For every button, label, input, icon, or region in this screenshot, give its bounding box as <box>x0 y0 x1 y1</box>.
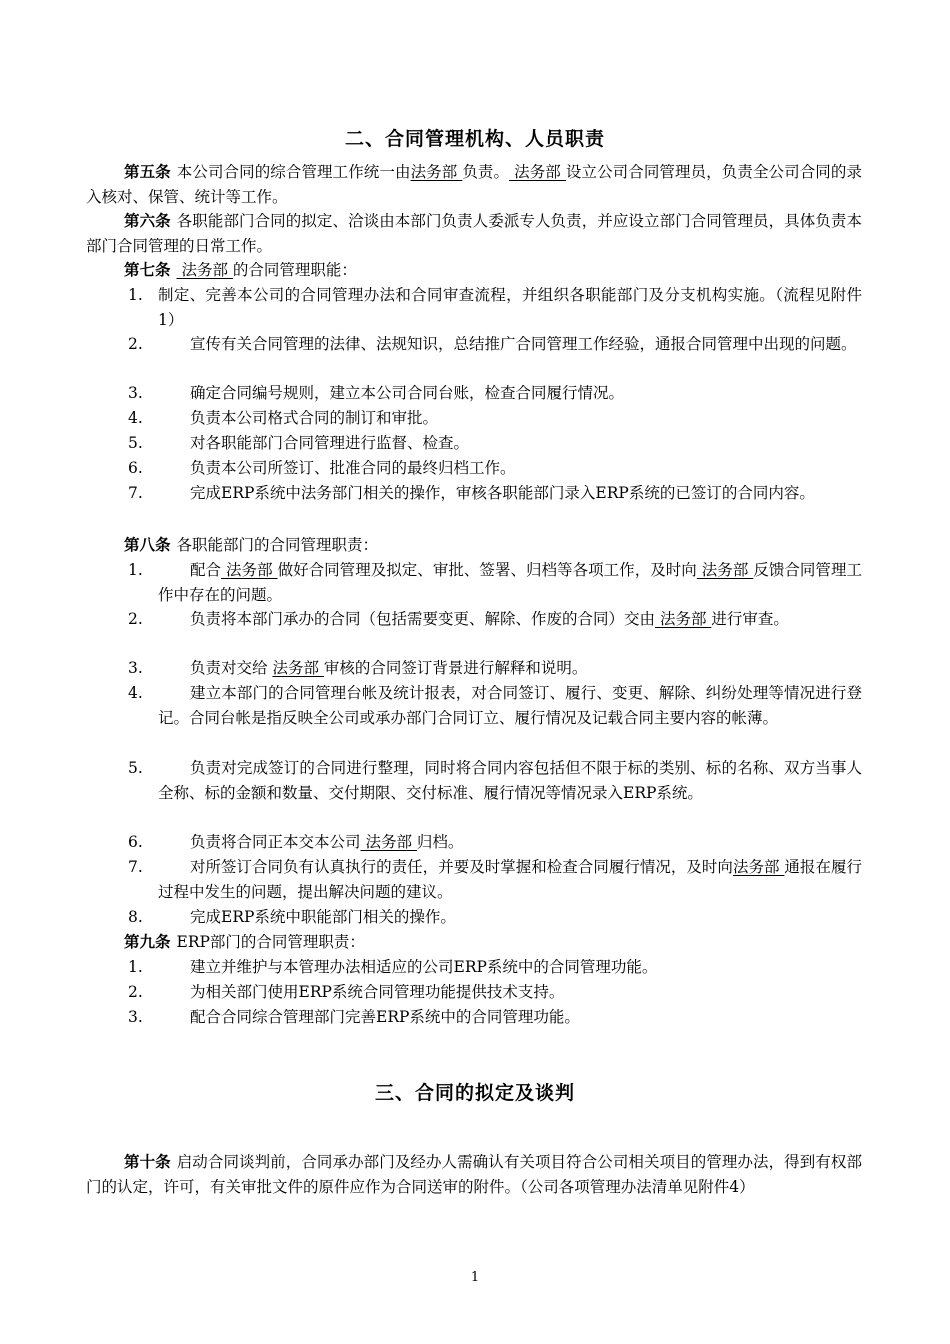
list-item: 8. 完成ERP系统中职能部门相关的操作。 <box>128 908 456 926</box>
article-7: 第七条 法务部 的合同管理职能： <box>124 261 357 279</box>
page-number: 1 <box>470 1270 480 1285</box>
list-item: 1. 建立并维护与本管理办法相适应的公司ERP系统中的合同管理功能。 <box>128 958 658 976</box>
list-item: 2. 负责将本部门承办的合同（包括需要变更、解除、作废的合同）交由 法务部 进行审查。 <box>128 610 789 628</box>
article-label: 第九条 <box>124 933 171 951</box>
article-label: 第六条 <box>124 212 171 230</box>
section-title: 三、合同的拟定及谈判 <box>374 1082 575 1104</box>
section-title: 二、合同管理机构、人员职责 <box>344 128 605 150</box>
list-item: 5. 负责对完成签订的合同进行整理，同时将合同内容包括但不限于标的类别、标的名称、双方当事人全称、标的金额和数量、交付期限、交付标准、履行情况等情况录入ERP系统。 <box>128 759 862 802</box>
article-9: 第九条 ERP部门的合同管理职责： <box>124 933 365 951</box>
article-5: 第五条 本公司合同的综合管理工作统一由法务部 负责。 法务部 设立公司合同管理员，负责全公司合同的录入核对、保管、统计等工作。 <box>86 163 862 206</box>
list-item: 2. 为相关部门使用ERP系统合同管理功能提供技术支持。 <box>128 983 565 1001</box>
article-label: 第八条 <box>124 536 171 554</box>
article-10: 第十条 启动合同谈判前，合同承办部门及经办人需确认有关项目符合公司相关项目的管理办法，得到有权部门的认定，许可，有关审批文件的原件应作为合同送审的附件。（公司各项管理办法清单见附件4） <box>86 1153 862 1196</box>
list-item: 6. 负责本公司所签订、批准合同的最终归档工作。 <box>128 459 516 477</box>
article-label: 第七条 <box>124 261 171 279</box>
article-label: 第十条 <box>124 1153 171 1171</box>
list-item: 4. 建立本部门的合同管理台帐及统计报表，对合同签订、履行、变更、解除、纠纷处理等情况进行登记。合同台帐是指反映全公司或承办部门合同订立、履行情况及记载合同主要内容的帐薄。 <box>128 684 862 727</box>
article-6: 第六条 各职能部门合同的拟定、洽谈由本部门负责人委派专人负责，并应设立部门合同管理员，具体负责本部门合同管理的日常工作。 <box>86 212 862 255</box>
list-item: 2. 宣传有关合同管理的法律、法规知识，总结推广合同管理工作经验，通报合同管理中出现的问题。 <box>128 335 857 353</box>
list-item: 1. 配合 法务部 做好合同管理及拟定、审批、签署、归档等各项工作，及时向 法务部 反馈合同管理工作中存在的问题。 <box>128 561 862 604</box>
list-item: 3. 配合合同综合管理部门完善ERP系统中的合同管理功能。 <box>128 1008 580 1026</box>
list-item: 3. 负责对交给 法务部 审核的合同签订背景进行解释和说明。 <box>128 659 588 677</box>
article-label: 第五条 <box>124 163 171 181</box>
article-8: 第八条 各职能部门的合同管理职责： <box>124 536 379 554</box>
list-item: 5. 对各职能部门合同管理进行监督、检查。 <box>128 434 470 452</box>
list-item: 4. 负责本公司格式合同的制订和审批。 <box>128 409 439 427</box>
list-item: 3. 确定合同编号规则，建立本公司合同台账，检查合同履行情况。 <box>128 384 625 402</box>
list-item: 7. 对所签订合同负有认真执行的责任，并要及时掌握和检查合同履行情况，及时向法务部 通报在履行过程中发生的问题，提出解决问题的建议。 <box>128 858 862 901</box>
list-item: 6. 负责将合同正本交本公司 法务部 归档。 <box>128 833 464 851</box>
list-item: 7. 完成ERP系统中法务部门相关的操作，审核各职能部门录入ERP系统的已签订的合同内容。 <box>128 484 815 502</box>
list-item: 1. 制定、完善本公司的合同管理办法和合同审查流程，并组织各职能部门及分支机构实施。（流程见附件1） <box>128 286 862 329</box>
